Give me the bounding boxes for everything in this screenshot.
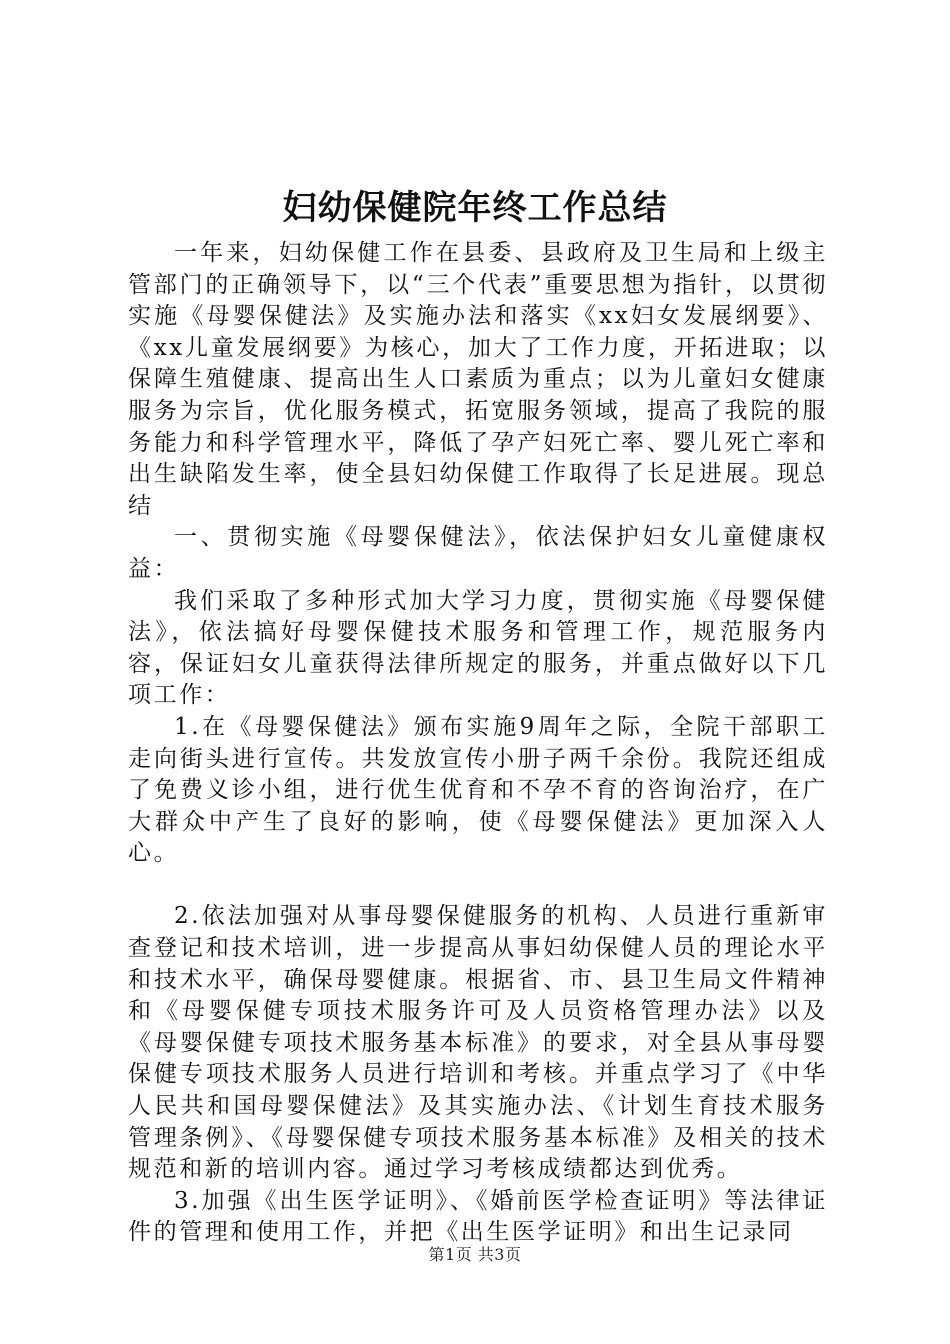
list-item-3: 3.加强《出生医学证明》、《婚前医学检查证明》等法律证件的管理和使用工作，并把《出生医学证明》和出生记录同 — [128, 1187, 828, 1246]
paragraph-section-1: 我们采取了多种形式加大学习力度，贯彻实施《母婴保健法》，依法搞好母婴保健技术服务和管理工作，规范服务内容，保证妇女儿童获得法律所规定的服务，并重点做好以下几项工作： — [128, 587, 828, 709]
list-item-2: 2.依法加强对从事母婴保健服务的机构、人员进行重新审查登记和技术培训，进一步提高从事妇幼保健人员的理论水平和技术水平，确保母婴健康。根据省、市、县卫生局文件精神和《母婴保健专项技术服务许可及人员资格管理办法》以及《母婴保健专项技术服务基本标准》的要求，对全县从事母婴保健专项技术服务人员进行培训和考核。并重点学习了《中华人民共和国母婴保健法》及其实施办法、《计划生育技术服务管理条例》、《母婴保健专项技术服务基本标准》及相关的技术规范和新的培训内容。通过学习考核成绩都达到优秀。 — [128, 903, 828, 1183]
document-body — [128, 238, 828, 1249]
paragraph-intro: 一年来，妇幼保健工作在县委、县政府及卫生局和上级主管部门的正确领导下，以“三个代表”重要思想为指针，以贯彻实施《母婴保健法》及实施办法和落实《xx妇女发展纲要》、《xx儿童发展纲要》为核心，加大了工作力度，开拓进取；以保障生殖健康、提高出生人口素质为重点；以为儿童妇女健康服务为宗旨，优化服务模式，拓宽服务领域，提高了我院的服务能力和科学管理水平，降低了孕产妇死亡率、婴儿死亡率和出生缺陷发生率，使全县妇幼保健工作取得了长足进展。现总结 — [128, 240, 828, 519]
page-title: 妇幼保健院年终工作总结 — [282, 188, 668, 228]
section-heading-1: 一、贯彻实施《母婴保健法》，依法保护妇女儿童健康权益： — [128, 524, 828, 582]
list-item-1: 1.在《母婴保健法》颁布实施9周年之际，全院干部职工走向街头进行宣传。共发放宣传小册子两千余份。我院还组成了免费义诊小组，进行优生优育和不孕不育的咨询治疗，在广大群众中产生了良好的影响，使《母婴保健法》更加深入人心。 — [128, 713, 828, 867]
page-number-footer: 第1页 共3页 — [428, 1245, 522, 1264]
